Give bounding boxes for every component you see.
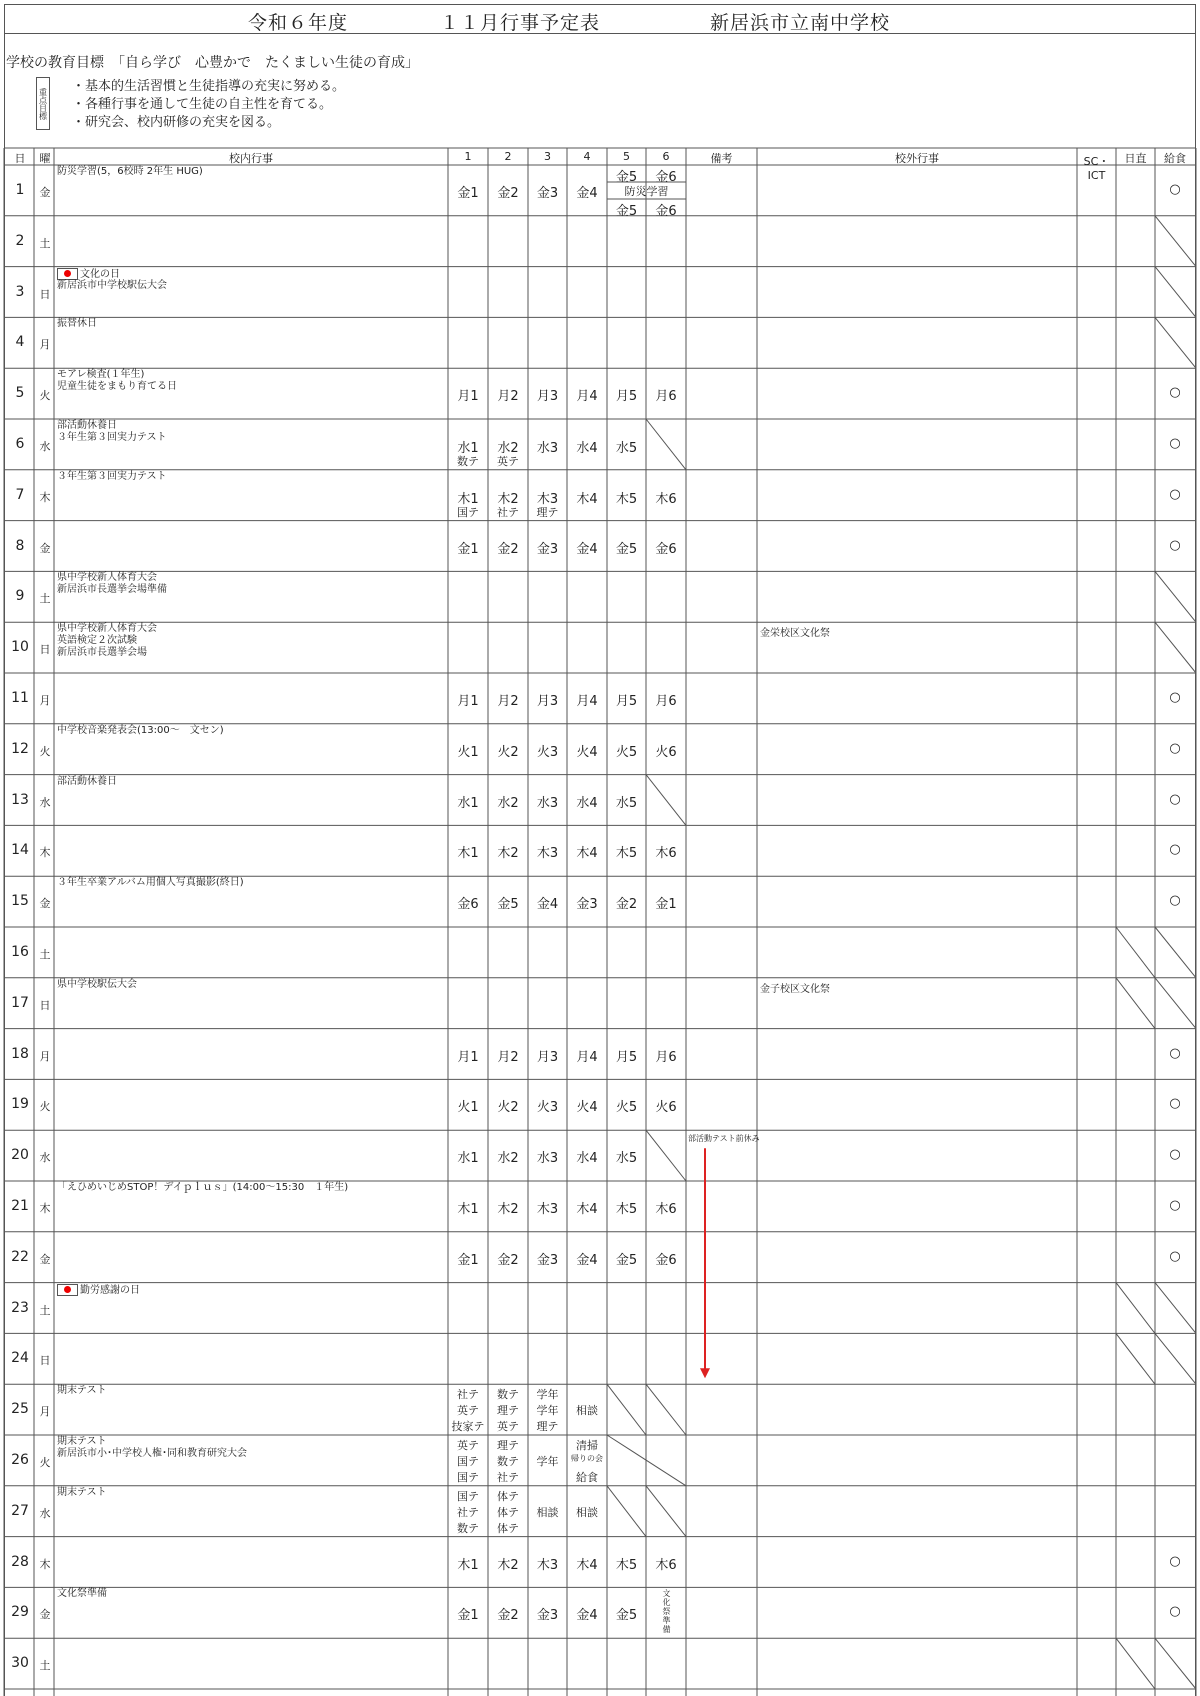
kounai-event: 防災学習(5，6校時 2年生 HUG) xyxy=(57,166,203,177)
page-title: １１月行事予定表 xyxy=(440,12,601,34)
period-cell: 社テ xyxy=(457,1388,479,1402)
period-cell: 金1 xyxy=(457,1252,479,1268)
period-cell: 火2 xyxy=(497,744,519,760)
period-cell: 金4 xyxy=(576,1252,598,1268)
period-cell: 木4 xyxy=(576,491,598,507)
goal-point-2: ・各種行事を通して生徒の自主性を育てる。 xyxy=(72,97,333,112)
header-nicchoku: 日直 xyxy=(1124,152,1147,165)
kougai-event: 金子校区文化祭 xyxy=(760,983,830,995)
day-number: 9 xyxy=(15,588,25,605)
period-slash xyxy=(646,1130,686,1181)
period-cell: 木6 xyxy=(655,491,677,507)
period-slash xyxy=(646,419,686,470)
period-slash xyxy=(607,1384,646,1435)
kyushoku-mark: ○ xyxy=(1169,1248,1181,1264)
period-slash xyxy=(646,775,686,826)
kyushoku-mark: ○ xyxy=(1169,1553,1181,1569)
weekday: 土 xyxy=(39,236,51,250)
period-cell: 水1 xyxy=(457,441,479,456)
kyushoku-slash xyxy=(1155,622,1196,673)
period-cell: 金1 xyxy=(457,1608,479,1624)
arrow-head-icon xyxy=(700,1368,710,1378)
period-cell: 月2 xyxy=(497,389,519,405)
period-cell: 火4 xyxy=(576,1100,598,1116)
day-number: 19 xyxy=(11,1096,29,1113)
day-number: 1 xyxy=(15,182,25,198)
period-cell: 金2 xyxy=(497,541,519,557)
day-number: 30 xyxy=(11,1655,29,1672)
period-cell: 木5 xyxy=(615,1557,638,1573)
period-cell: 木2 xyxy=(497,1202,519,1217)
weekday: 金 xyxy=(39,186,51,199)
period-cell: 水5 xyxy=(615,1151,638,1167)
goal-point-1: ・基本的生活習慣と生徒指導の充実に努める。 xyxy=(72,79,346,94)
nicchoku-slash xyxy=(1116,1283,1155,1334)
period-cell: 月1 xyxy=(457,694,479,709)
period-cell: 金1 xyxy=(655,897,677,913)
period-subject: 理テ xyxy=(536,505,559,519)
kougai-event: 金栄校区文化祭 xyxy=(760,628,830,640)
period-cell: 水4 xyxy=(576,1151,598,1167)
period-cell: 木1 xyxy=(457,1202,479,1217)
kyushoku-slash xyxy=(1155,216,1196,267)
period-cell: 英テ xyxy=(457,1404,479,1418)
period-cell: 木6 xyxy=(655,1557,677,1573)
weekday: 月 xyxy=(39,1049,51,1063)
header-p3: 3 xyxy=(544,150,551,163)
kyushoku-mark: ○ xyxy=(1169,385,1181,401)
period-cell: 木2 xyxy=(497,846,519,862)
kyushoku-mark: ○ xyxy=(1169,842,1181,858)
period-subject: 数テ xyxy=(457,455,479,468)
weekday: 日 xyxy=(39,1354,51,1368)
period-cell: 金4 xyxy=(576,186,598,201)
weekday: 金 xyxy=(39,1608,51,1622)
period-cell: 木2 xyxy=(497,1557,519,1573)
period-slash xyxy=(646,1486,686,1537)
period-cell: 水2 xyxy=(497,1151,519,1167)
juten-label: 重点目標 xyxy=(36,77,50,130)
period-cell: 火3 xyxy=(536,1100,559,1116)
period-cell: 月1 xyxy=(457,1049,479,1065)
nicchoku-slash xyxy=(1116,1333,1155,1384)
period-cell: 社テ xyxy=(457,1505,479,1519)
kounai-event: 文化祭準備 xyxy=(57,1588,107,1600)
period-cell: 木3 xyxy=(536,1202,559,1217)
period-cell: 国テ xyxy=(457,1455,479,1468)
period-cell: 木4 xyxy=(576,1202,598,1217)
period-cell: 金2 xyxy=(497,1608,519,1624)
kounai-event: 期末テスト xyxy=(57,1385,107,1397)
header-yobi: 曜 xyxy=(39,152,51,165)
kyushoku-mark: ○ xyxy=(1169,690,1181,705)
period-cell: 水2 xyxy=(497,795,519,811)
kyushoku-mark: ○ xyxy=(1169,893,1181,909)
weekday: 火 xyxy=(39,744,51,758)
period-cell: 木3 xyxy=(536,846,559,862)
kounai-event: 県中学校新人体育大会 xyxy=(57,572,157,584)
period-cell: 体テ xyxy=(497,1521,519,1535)
period-cell: 帰りの会 xyxy=(571,1454,603,1463)
day-number: 28 xyxy=(11,1553,29,1570)
header-day: 日 xyxy=(14,152,26,165)
kyushoku-slash xyxy=(1155,1638,1196,1689)
period-cell: 月3 xyxy=(536,389,559,405)
period-cell: 英テ xyxy=(457,1439,479,1452)
period-cell: 水3 xyxy=(536,795,559,811)
period-cell: 数テ xyxy=(497,1455,519,1468)
period-cell: 水1 xyxy=(457,795,479,811)
kyushoku-mark: ○ xyxy=(1169,1045,1181,1061)
period-cell: 木3 xyxy=(536,491,559,507)
period-cell: 清掃 xyxy=(576,1439,598,1452)
nicchoku-slash xyxy=(1116,978,1155,1029)
period-cell: 金1 xyxy=(457,541,479,557)
day-number: 25 xyxy=(11,1401,29,1418)
period-cell: 火3 xyxy=(536,744,559,760)
period-cell: 金4 xyxy=(576,541,598,557)
period-cell: 木6 xyxy=(655,1202,677,1217)
period-cell: 月4 xyxy=(576,1049,598,1065)
fiscal-year: 令和６年度 xyxy=(248,12,349,34)
period-cell: 木5 xyxy=(615,846,638,862)
kounai-event: 期末テスト xyxy=(57,1436,107,1447)
period-cell: 月5 xyxy=(615,1049,638,1065)
biko-note: 部活動テスト前休み xyxy=(688,1134,760,1144)
day-number: 13 xyxy=(11,791,29,808)
period-cell: 月5 xyxy=(615,694,638,709)
day-number: 18 xyxy=(11,1045,29,1062)
header-p1: 1 xyxy=(464,150,472,163)
weekday: 日 xyxy=(39,998,51,1012)
period-cell: 木5 xyxy=(615,1202,638,1217)
period-cell: 金2 xyxy=(497,1252,519,1268)
weekday: 日 xyxy=(39,643,51,657)
period-cell: 金6 xyxy=(655,204,677,219)
period-cell: 理テ xyxy=(497,1439,519,1452)
period-cell: 月5 xyxy=(615,389,638,405)
period-cell: 火1 xyxy=(457,744,479,760)
weekday: 木 xyxy=(39,846,51,860)
period-cell: 水4 xyxy=(576,441,598,456)
kounai-event: 期末テスト xyxy=(57,1486,107,1498)
period-cell: 金5 xyxy=(615,1608,638,1624)
kounai-event: 文化の日 xyxy=(57,268,120,281)
kyushoku-slash xyxy=(1155,927,1196,978)
period-cell: 木5 xyxy=(615,491,638,507)
period-cell: 火5 xyxy=(615,744,638,760)
day-number: 4 xyxy=(15,334,25,351)
period-cell: 水4 xyxy=(576,795,598,811)
period-cell: 金4 xyxy=(576,1608,598,1624)
kyushoku-slash xyxy=(1155,978,1196,1029)
weekday: 木 xyxy=(39,490,51,504)
period-cell: 金4 xyxy=(536,897,559,913)
period-subject: 国テ xyxy=(457,505,479,519)
header-kougai: 校外行事 xyxy=(895,152,939,165)
kounai-event: 新居浜市長選挙会場準備 xyxy=(57,584,167,596)
period-cell: 月3 xyxy=(536,694,559,709)
day-number: 8 xyxy=(15,537,25,554)
weekday: 木 xyxy=(39,1202,51,1215)
kounai-event: 勤労感謝の日 xyxy=(57,1284,140,1297)
weekday: 水 xyxy=(39,795,51,809)
kyushoku-slash xyxy=(1155,267,1196,318)
kyushoku-mark: ○ xyxy=(1169,436,1181,451)
header-p2: 2 xyxy=(504,150,512,163)
day-number: 3 xyxy=(15,283,25,300)
weekday: 金 xyxy=(39,541,51,555)
period-cell: 月6 xyxy=(655,694,677,709)
period-cell: 金5 xyxy=(615,541,638,557)
kounai-event: 振替休日 xyxy=(57,318,97,330)
kounai-event: ３年生卒業アルバム用個人写真撮影(終日) xyxy=(57,877,244,889)
period-cell: 金3 xyxy=(536,541,559,557)
weekday: 土 xyxy=(39,948,51,961)
header-kounai: 校内行事 xyxy=(229,152,273,165)
day-number: 14 xyxy=(11,842,29,859)
period-cell: 相談 xyxy=(576,1505,598,1519)
period-cell: 水2 xyxy=(497,441,519,456)
nicchoku-slash xyxy=(1116,927,1155,978)
period-slash xyxy=(646,1384,686,1435)
period-cell: 木4 xyxy=(576,846,598,862)
period-cell: 金3 xyxy=(536,1608,559,1624)
period-cell: 月6 xyxy=(655,1049,677,1065)
weekday: 月 xyxy=(39,1405,51,1419)
kyushoku-slash xyxy=(1155,1283,1196,1334)
day-number: 16 xyxy=(11,944,29,960)
education-goal: 学校の教育目標 「自ら学び 心豊かで たくましい生徒の育成」 xyxy=(6,55,419,71)
period-cell: 学年 xyxy=(536,1455,559,1468)
weekday: 月 xyxy=(39,338,51,352)
kyushoku-mark: ○ xyxy=(1169,1198,1181,1213)
period-cell: 金3 xyxy=(576,897,598,913)
period-cell: 火6 xyxy=(655,1100,677,1116)
period-cell: 国テ xyxy=(457,1471,479,1484)
period-cell: 文化祭準備 xyxy=(662,1589,671,1635)
nicchoku-slash xyxy=(1116,1638,1155,1689)
period-cell: 火4 xyxy=(576,744,598,760)
period-cell: 月2 xyxy=(497,1049,519,1065)
kounai-event: ３年生第３回実力テスト xyxy=(57,432,167,443)
kounai-event: 部活動休養日 xyxy=(57,775,117,787)
period-cell: 理テ xyxy=(497,1404,519,1418)
kounai-event: 「えひめいじめSTOP！デイｐｌｕｓ」(14:00～15:30 １年生) xyxy=(57,1182,349,1193)
weekday: 水 xyxy=(39,1151,51,1165)
period-cell: 学年 xyxy=(536,1404,559,1418)
period-cell: 金6 xyxy=(457,897,479,913)
period-cell: 金5 xyxy=(615,204,638,219)
period-cell: 火5 xyxy=(615,1100,638,1116)
kyushoku-mark: ○ xyxy=(1169,182,1181,197)
period-cell: 金5 xyxy=(497,897,519,913)
period-cell: 金5 xyxy=(615,1252,638,1268)
period-cell: 給食 xyxy=(576,1471,598,1484)
japan-flag-icon xyxy=(57,268,78,280)
period-cell: 木1 xyxy=(457,491,479,507)
period-subject: 英テ xyxy=(497,455,519,468)
kyushoku-mark: ○ xyxy=(1169,537,1181,553)
period-cell: 木1 xyxy=(457,846,479,862)
day-number: 24 xyxy=(11,1350,29,1367)
day-number: 29 xyxy=(11,1604,29,1621)
period-cell: 防災学習 xyxy=(624,185,669,198)
period-cell: 木4 xyxy=(576,1557,598,1573)
weekday: 火 xyxy=(39,389,51,403)
day-number: 20 xyxy=(11,1147,29,1164)
kyushoku-slash xyxy=(1155,1333,1196,1384)
weekday: 月 xyxy=(39,694,51,707)
period-cell: 数テ xyxy=(457,1521,479,1535)
header-biko: 備考 xyxy=(710,152,733,165)
period-cell: 木2 xyxy=(497,491,519,507)
period-cell: 木3 xyxy=(536,1557,559,1573)
period-cell: 金6 xyxy=(655,541,677,557)
header-p4: 4 xyxy=(583,150,591,163)
weekday: 水 xyxy=(39,1506,51,1520)
day-number: 22 xyxy=(11,1248,29,1265)
weekday: 土 xyxy=(39,1303,51,1317)
japan-flag-icon xyxy=(57,1284,78,1296)
kyushoku-mark: ○ xyxy=(1169,1096,1181,1112)
period-cell: 水3 xyxy=(536,1151,559,1167)
weekday: 木 xyxy=(39,1557,51,1571)
header-p5: 5 xyxy=(623,150,630,163)
period-cell: 火6 xyxy=(655,744,677,760)
period-cell: 火2 xyxy=(497,1100,519,1116)
period-cell: 月4 xyxy=(576,389,598,405)
school-name: 新居浜市立南中学校 xyxy=(710,12,891,34)
weekday: 金 xyxy=(39,897,51,911)
header-sc-ict: SC・ICT xyxy=(1083,155,1110,182)
period-cell: 技家テ xyxy=(451,1420,485,1434)
kyushoku-mark: ○ xyxy=(1169,1604,1181,1620)
kounai-event: 新居浜市小･中学校人権･同和教育研究大会 xyxy=(57,1448,247,1459)
header-p6: 6 xyxy=(662,150,670,163)
kounai-event: 県中学校駅伝大会 xyxy=(57,978,137,990)
day-number: 26 xyxy=(11,1452,29,1468)
weekday: 火 xyxy=(39,1100,51,1114)
kyushoku-mark: ○ xyxy=(1169,1147,1181,1163)
weekday: 土 xyxy=(39,1659,51,1673)
kounai-event: モアレ検査(１年生) xyxy=(57,369,145,381)
day-number: 10 xyxy=(11,639,29,656)
day-number: 17 xyxy=(11,994,29,1011)
period-cell: 水5 xyxy=(615,795,638,811)
period-cell: 月6 xyxy=(655,389,677,405)
day-number: 5 xyxy=(15,385,25,402)
kounai-event: 中学校音楽発表会(13:00～ 文セン) xyxy=(57,724,224,736)
period-cell: 水1 xyxy=(457,1151,479,1167)
period-cell: 英テ xyxy=(497,1420,519,1434)
period-cell: 相談 xyxy=(576,1404,598,1418)
period-subject: 社テ xyxy=(497,505,519,519)
period-cell: 木1 xyxy=(457,1557,479,1573)
kounai-event: ３年生第３回実力テスト xyxy=(57,470,167,482)
weekday: 日 xyxy=(39,287,51,301)
period-cell: 金2 xyxy=(497,186,519,201)
kyushoku-mark: ○ xyxy=(1169,486,1181,502)
day-number: 23 xyxy=(11,1299,29,1316)
period-cell: 金3 xyxy=(536,1252,559,1268)
kounai-event: 新居浜市長選挙会場 xyxy=(57,647,147,659)
period-cell: 体テ xyxy=(497,1489,519,1503)
day-number: 2 xyxy=(15,232,25,249)
period-cell: 月3 xyxy=(536,1049,559,1065)
kyushoku-mark: ○ xyxy=(1169,740,1181,756)
weekday: 土 xyxy=(39,592,51,606)
period-cell: 体テ xyxy=(497,1505,519,1519)
day-number: 6 xyxy=(15,436,25,452)
period-cell: 金2 xyxy=(615,897,638,913)
period-cell: 水5 xyxy=(615,441,638,456)
day-number: 27 xyxy=(11,1502,29,1519)
period-cell: 金1 xyxy=(457,186,479,201)
period-cell: 数テ xyxy=(497,1388,519,1402)
period-cell: 相談 xyxy=(536,1505,559,1519)
period-cell: 国テ xyxy=(457,1489,479,1503)
period-slash xyxy=(607,1486,646,1537)
day-number: 7 xyxy=(15,486,25,503)
kounai-event: 部活動休養日 xyxy=(57,420,117,431)
day-number: 15 xyxy=(11,893,29,910)
period-cell: 理テ xyxy=(536,1420,559,1434)
period-cell: 学年 xyxy=(536,1388,559,1402)
period-cell: 月4 xyxy=(576,694,598,709)
day-number: 12 xyxy=(11,740,29,757)
day-number: 21 xyxy=(11,1198,29,1214)
weekday: 火 xyxy=(39,1456,51,1469)
period-cell: 水3 xyxy=(536,441,559,456)
kounai-event: 新居浜市中学校駅伝大会 xyxy=(57,279,167,291)
period-cell: 金6 xyxy=(655,170,677,185)
kounai-event: 英語検定２次試験 xyxy=(57,635,137,647)
period-cell: 火1 xyxy=(457,1100,479,1116)
period-cell: 社テ xyxy=(497,1471,519,1484)
period-cell: 金6 xyxy=(655,1252,677,1268)
period-cell: 月1 xyxy=(457,389,479,405)
period-cell: 木6 xyxy=(655,846,677,862)
goal-point-3: ・研究会、校内研修の充実を図る。 xyxy=(72,115,281,130)
period-cell: 金5 xyxy=(615,170,638,185)
header-kyushoku: 給食 xyxy=(1164,152,1186,165)
kyushoku-mark: ○ xyxy=(1169,791,1181,807)
kounai-event: 県中学校新人体育大会 xyxy=(57,623,157,635)
kounai-event: 児童生徒をまもり育てる日 xyxy=(57,381,177,393)
kyushoku-slash xyxy=(1155,317,1196,368)
weekday: 金 xyxy=(39,1252,51,1266)
period-cell: 金3 xyxy=(536,186,559,201)
period-cell: 月2 xyxy=(497,694,519,709)
kyushoku-slash xyxy=(1155,571,1196,622)
weekday: 水 xyxy=(39,440,51,453)
day-number: 11 xyxy=(11,690,29,706)
